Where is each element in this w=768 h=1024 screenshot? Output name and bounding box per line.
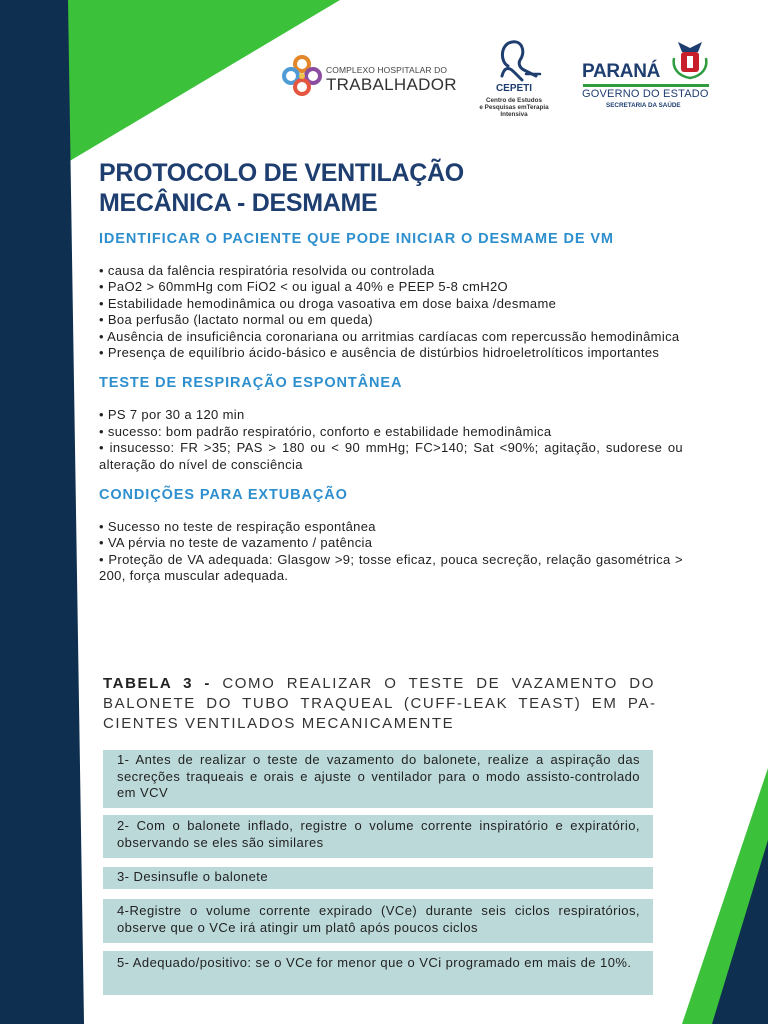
table-step: 1- Antes de realizar o teste de vazamento do balonete, realize a aspiração das secreções traqueais e orais e ajuste o ventilador para o modo assisto-controlado em VCV bbox=[103, 750, 653, 808]
cepeti-sub-line: Centro de Estudos bbox=[486, 97, 542, 104]
page-title-line: PROTOCOLO DE VENTILAÇÃO bbox=[99, 159, 464, 187]
section-list-identificar bbox=[99, 263, 683, 361]
page-title-line: MECÂNICA - DESMAME bbox=[99, 189, 378, 217]
protocol-content bbox=[99, 158, 683, 585]
section-heading-identificar: IDENTIFICAR O PACIENTE QUE PODE INICIAR O DESMAME DE VM bbox=[99, 231, 614, 247]
complexo-hospitalar-mark-icon bbox=[282, 54, 322, 98]
list-item: • Ausência de insuficiência coronariana ou arritmias cardíacas com repercussão hemodinâmica bbox=[99, 328, 680, 344]
parana-name: PARANÁ bbox=[582, 61, 661, 82]
table-title bbox=[103, 674, 655, 734]
list-item: • sucesso: bom padrão respiratório, conforto e estabilidade hemodinâmica bbox=[99, 423, 552, 439]
table-step: 5- Adequado/positivo: se o VCe for menor que o VCi programado em mais de 10%. bbox=[103, 951, 653, 995]
list-item: • Estabilidade hemodinâmica ou droga vasoativa em dose baixa /desmame bbox=[99, 295, 557, 311]
cht-name-line2: TRABALHADOR bbox=[326, 75, 457, 94]
section-heading-teste: TESTE DE RESPIRAÇÃO ESPONTÂNEA bbox=[99, 375, 403, 392]
list-item: • Presença de equilíbrio ácido-básico e ausência de distúrbios hidroeletrolíticos importantes bbox=[99, 345, 660, 361]
list-item: • causa da falência respiratória resolvida ou controlada bbox=[99, 263, 435, 278]
section-list-teste bbox=[99, 407, 683, 473]
list-item: • VA pérvia no teste de vazamento / patência bbox=[99, 535, 373, 551]
logo-complexo-hospitalar bbox=[282, 54, 462, 98]
section-heading-extubacao: CONDIÇÕES PARA EXTUBAÇÃO bbox=[99, 487, 348, 504]
table-step: 2- Com o balonete inflado, registre o volume corrente inspiratório e expiratório, observando se eles são similares bbox=[103, 815, 653, 858]
list-item: • PaO2 > 60mmHg com FiO2 < ou igual a 40% e PEEP 5-8 cmH2O bbox=[99, 279, 509, 295]
logo-cepeti bbox=[466, 36, 562, 126]
table-title-text: COMO REALIZAR O TESTE DE VAZAMENTO DO BALONETE DO TUBO TRAQUEAL (CUFF-LEAK TEAST) EM PACIENTES VENTILADOS MECANICAMENTE bbox=[103, 675, 655, 732]
cepeti-subtitle bbox=[466, 97, 562, 119]
page-title bbox=[99, 158, 683, 218]
cepeti-name: CEPETI bbox=[495, 83, 533, 94]
table-step: 3- Desinsufle o balonete bbox=[103, 867, 653, 889]
parana-crest-icon bbox=[668, 38, 712, 82]
list-item: • insucesso: FR >35; PAS > 180 ou < 90 mmHg; FC>140; Sat <90%; agitação, sudorese ou alteração do nível de consciência bbox=[99, 440, 683, 472]
list-item: • Sucesso no teste de respiração espontânea bbox=[99, 519, 376, 535]
parana-divider bbox=[583, 84, 709, 87]
list-item: • Proteção de VA adequada: Glasgow >9; tosse eficaz, pouca secreção, relação gasométrica > 200, força muscular adequada. bbox=[99, 551, 683, 584]
cepeti-sub-line: e Pesquisas emTerapia bbox=[479, 104, 549, 112]
cepeti-sub-line: Intensiva bbox=[500, 111, 528, 119]
logo-parana bbox=[582, 38, 718, 122]
table-step: 4-Registre o volume corrente expirado (VCe) durante seis ciclos respiratórios, observe que o VCe irá atingir um platô após poucos ciclos bbox=[103, 899, 653, 943]
header-logos bbox=[280, 36, 720, 126]
parana-government: GOVERNO DO ESTADO bbox=[582, 88, 709, 100]
list-item: • PS 7 por 30 a 120 min bbox=[99, 407, 245, 423]
list-item: • Boa perfusão (lactato normal ou em queda) bbox=[99, 312, 373, 328]
table-label: TABELA 3 - bbox=[103, 675, 223, 692]
section-list-extubacao bbox=[99, 519, 683, 585]
cht-name-line1: COMPLEXO HOSPITALAR DO bbox=[326, 65, 448, 75]
parana-secretaria: SECRETARIA DA SAÚDE bbox=[606, 102, 681, 109]
